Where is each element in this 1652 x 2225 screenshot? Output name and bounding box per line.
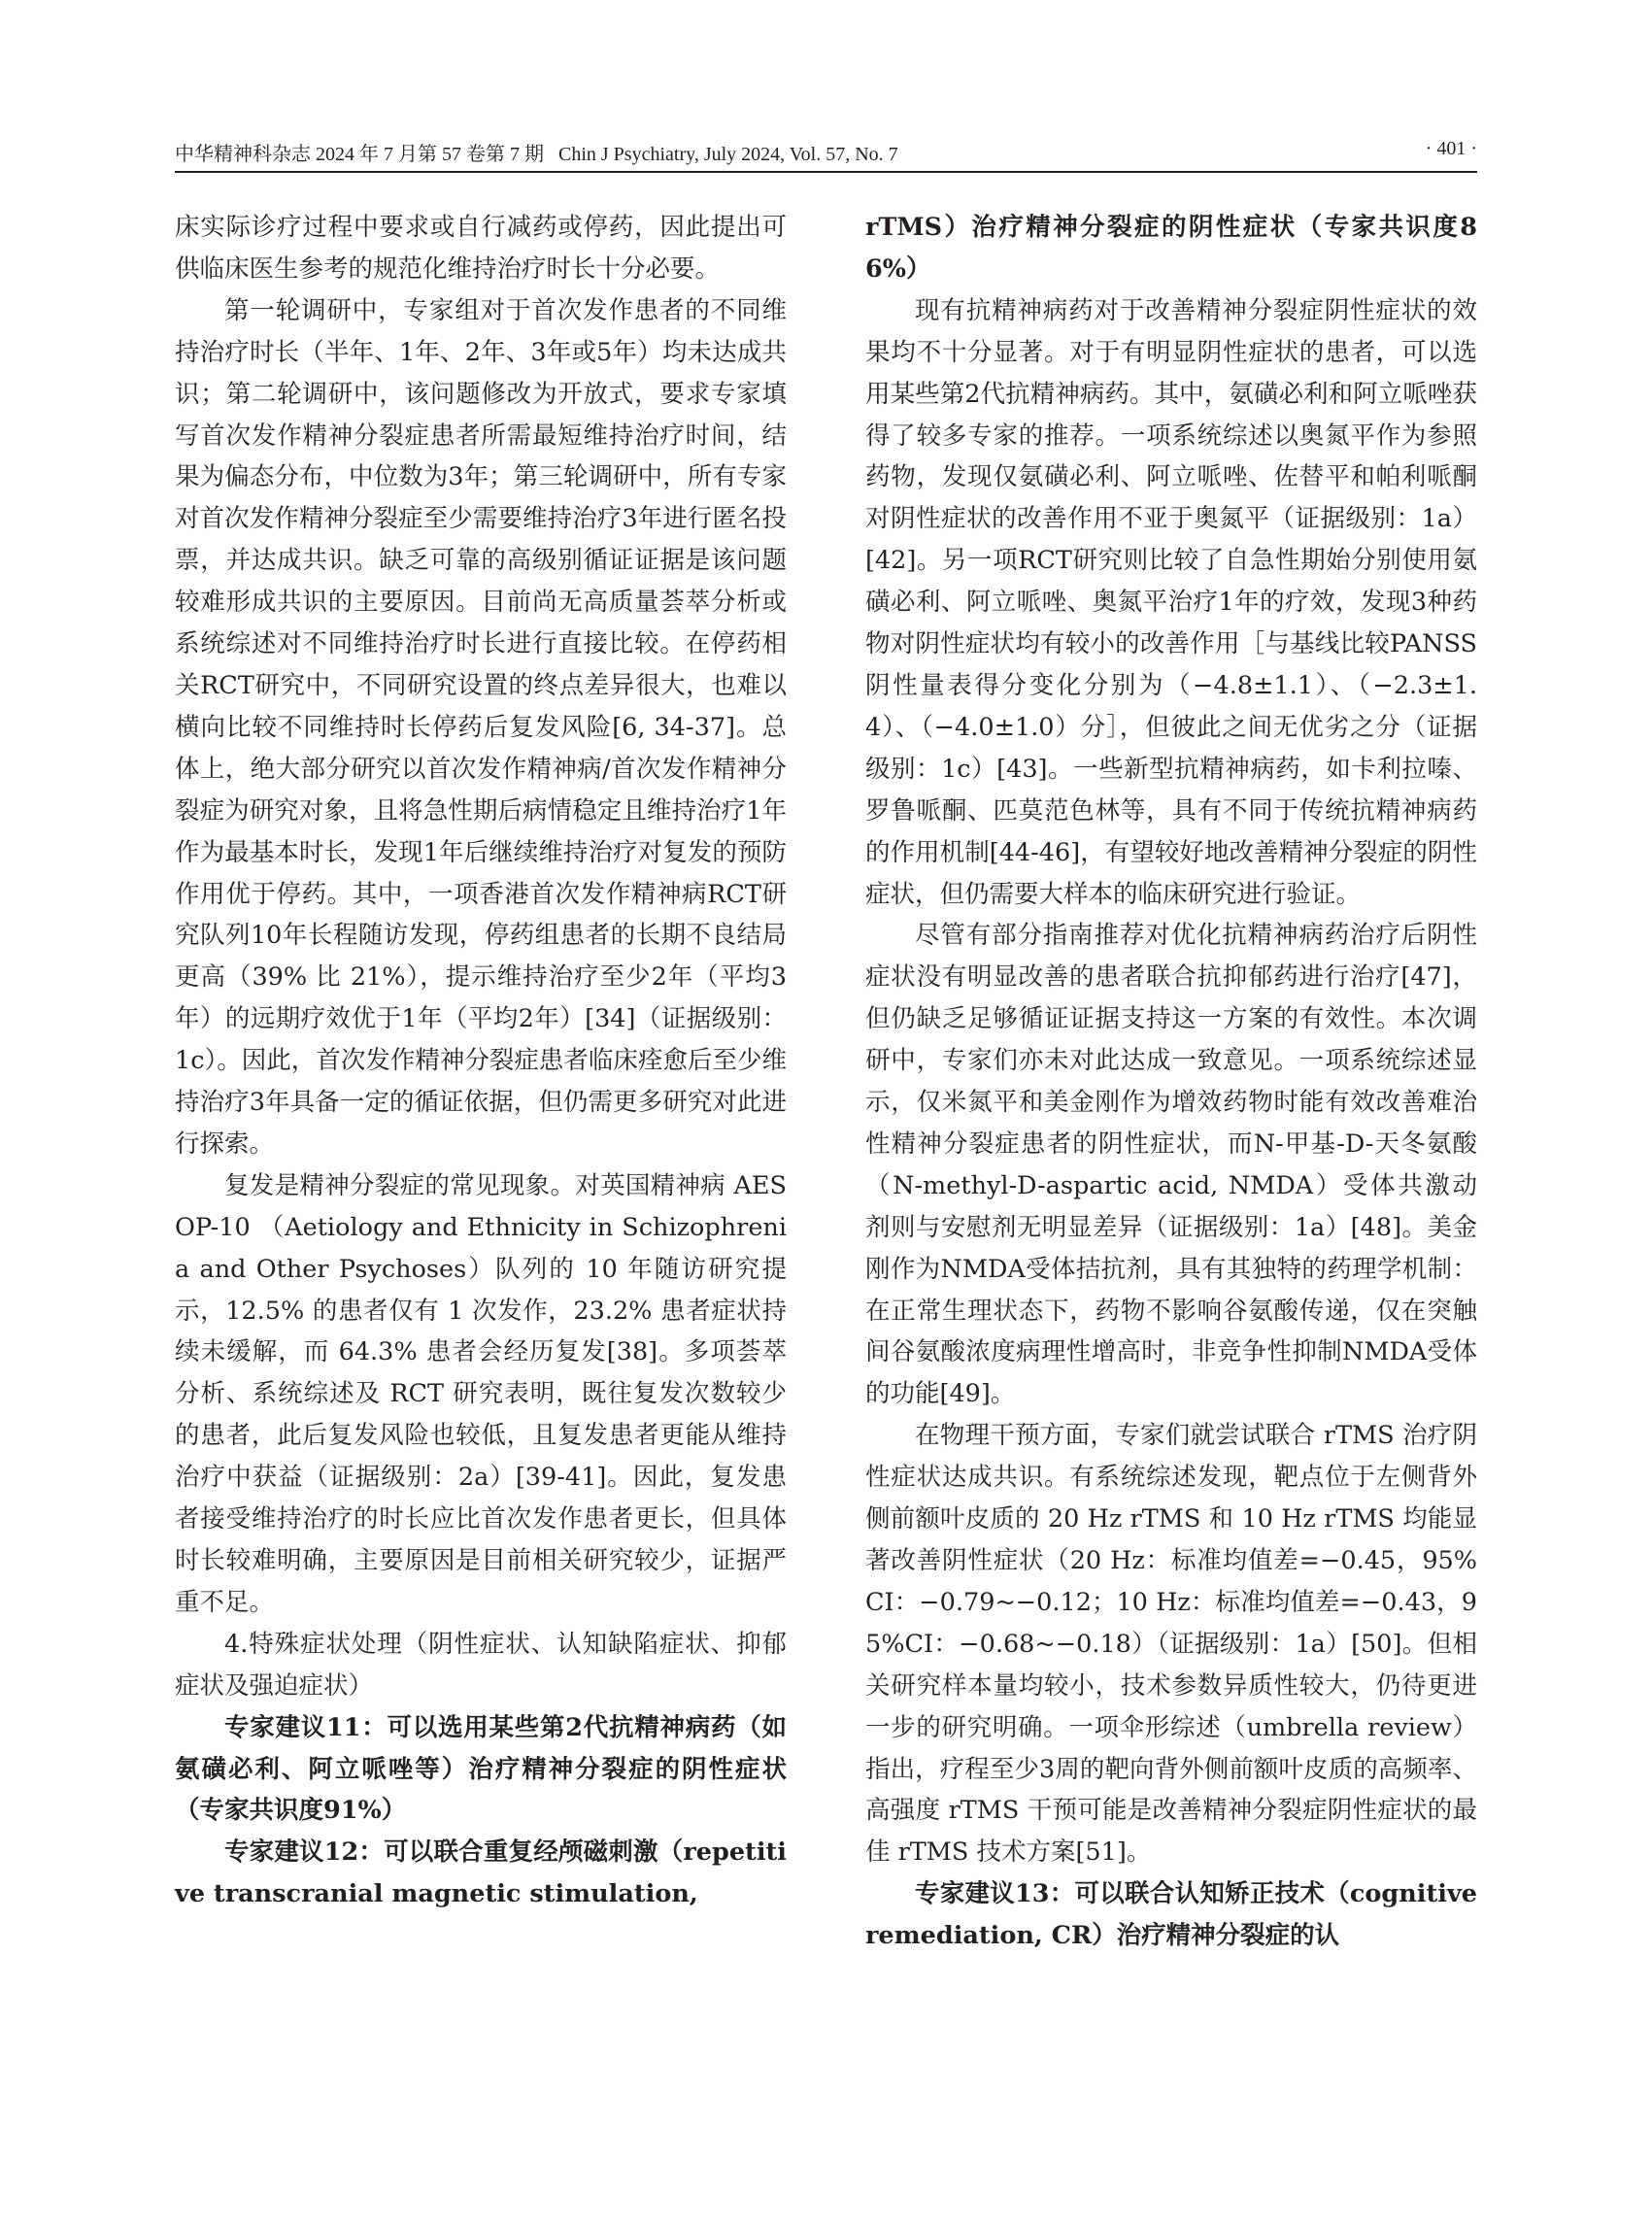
left-column xyxy=(175,207,787,1915)
paragraph: 现有抗精神病药对于改善精神分裂症阴性症状的效果均不十分显著。对于有明显阴性症状的患者，可以选用某些第2代抗精神病药。其中，氨磺必利和阿立哌唑获得了较多专家的推荐。一项系统综述以奥氮平作为参照药物，发现仅氨磺必利、阿立哌唑、佐替平和帕利哌酮对阴性症状的改善作用不亚于奥氮平（证据级别：1a）[42]。另一项RCT研究则比较了自急性期始分别使用氨磺必利、阿立哌唑、奥氮平治疗1年的疗效，发现3种药物对阴性症状均有较小的改善作用［与基线比较PANSS阴性量表得分变化分别为（−4.8±1.1）、（−2.3±1.4）、（−4.0±1.0）分］，但彼此之间无优劣之分（证据级别：1c）[43]。一些新型抗精神病药，如卡利拉嗪、罗鲁哌酮、匹莫范色林等，具有不同于传统抗精神病药的作用机制[44-46]，有望较好地改善精神分裂症的阴性症状，但仍需要大样本的临床研究进行验证。 xyxy=(865,295,1477,909)
expert-recommendation: 专家建议13：可以联合认知矫正技术（cognitive remediation, CR）治疗精神分裂症的认 xyxy=(865,1879,1477,1951)
journal-citation xyxy=(175,138,898,166)
running-header xyxy=(175,134,1477,169)
paragraph: 尽管有部分指南推荐对优化抗精神病药治疗后阴性症状没有明显改善的患者联合抗抑郁药进行治疗[47]，但仍缺乏足够循证证据支持这一方案的有效性。本次调研中，专家们亦未对此达成一致意见。一项系统综述显示，仅米氮平和美金刚作为增效药物时能有效改善难治性精神分裂症患者的阴性症状，而N-甲基-D-天冬氨酸（N-methyl-D-aspartic acid, NMDA）受体共激动剂则与安慰剂无明显差异（证据级别：1a）[48]。美金刚作为NMDA受体拮抗剂，具有其独特的药理学机制：在正常生理状态下，药物不影响谷氨酸传递，仅在突触间谷氨酸浓度病理性增高时，非竞争性抑制NMDA受体的功能[49]。 xyxy=(865,921,1477,1409)
paragraph: 在物理干预方面，专家们就尝试联合 rTMS 治疗阴性症状达成共识。有系统综述发现，靶点位于左侧背外侧前额叶皮质的 20 Hz rTMS 和 10 Hz rTMS 均能显著改善阴性症状（20 Hz：标准均值差=−0.45，95%CI：−0.79~−0.12；10 Hz：标准均值差=−0.43，95%CI：−0.68~−0.18）（证据级别：1a）[50]。但相关研究样本量均较小，技术参数异质性较大，仍待更进一步的研究明确。一项伞形综述（umbrella review）指出，疗程至少3周的靶向背外侧前额叶皮质的高频率、高强度 rTMS 干预可能是改善精神分裂症阴性症状的最佳 rTMS 技术方案[51]。 xyxy=(865,1421,1477,1868)
paragraph: 床实际诊疗过程中要求或自行减药或停药，因此提出可供临床医生参考的规范化维持治疗时长十分必要。 xyxy=(175,213,787,284)
paragraph: 复发是精神分裂症的常见现象。对英国精神病 AESOP-10 （Aetiology and Ethnicity in Schizophrenia and Other Psychoses）队列的 10 年随访研究提示，12.5% 的患者仅有 1 次发作，23.2% 患者症状持续未缓解，而 64.3% 患者会经历复发[38]。多项荟萃分析、系统综述及 RCT 研究表明，既往复发次数较少的患者，此后复发风险也较低，且复发患者更能从维持治疗中获益（证据级别：2a）[39-41]。因此，复发患者接受维持治疗的时长应比首次发作患者更长，但具体时长较难明确，主要原因是目前相关研究较少，证据严重不足。 xyxy=(175,1170,787,1617)
journal-cn: 中华精神科杂志 2024 年 7 月第 57 卷第 7 期 xyxy=(175,144,544,165)
expert-recommendation: 专家建议12：可以联合重复经颅磁刺激（repetitive transcranial magnetic stimulation, xyxy=(175,1837,787,1909)
paragraph: 第一轮调研中，专家组对于首次发作患者的不同维持治疗时长（半年、1年、2年、3年或5年）均未达成共识；第二轮调研中，该问题修改为开放式，要求专家填写首次发作精神分裂症患者所需最短维持治疗时间，结果为偏态分布，中位数为3年；第三轮调研中，所有专家对首次发作精神分裂症至少需要维持治疗3年进行匿名投票，并达成共识。缺乏可靠的高级别循证证据是该问题较难形成共识的主要原因。目前尚无高质量荟萃分析或系统综述对不同维持治疗时长进行直接比较。在停药相关RCT研究中，不同研究设置的终点差异很大，也难以横向比较不同维持时长停药后复发风险[6, 34-37]。总体上，绝大部分研究以首次发作精神病/首次发作精神分裂症为研究对象，且将急性期后病情稳定且维持治疗1年作为最基本时长，发现1年后继续维持治疗对复发的预防作用优于停药。其中，一项香港首次发作精神病RCT研究队列10年长程随访发现，停药组患者的长期不良结局更高（39% 比 21%），提示维持治疗至少2年（平均3年）的远期疗效优于1年（平均2年）[34]（证据级别：1c）。因此，首次发作精神分裂症患者临床痊愈后至少维持治疗3年具备一定的循证依据，但仍需更多研究对此进行探索。 xyxy=(175,295,787,1159)
right-column xyxy=(865,207,1477,1957)
header-rule xyxy=(175,171,1477,173)
section-heading: 4.特殊症状处理（阴性症状、认知缺陷症状、抑郁症状及强迫症状） xyxy=(175,1629,787,1701)
expert-recommendation: rTMS）治疗精神分裂症的阴性症状（专家共识度86%） xyxy=(865,213,1477,284)
expert-recommendation: 专家建议11：可以选用某些第2代抗精神病药（如氨磺必利、阿立哌唑等）治疗精神分裂症的阴性症状（专家共识度91%） xyxy=(175,1712,787,1826)
page-number: · 401 · xyxy=(1425,138,1477,159)
journal-en: Chin J Psychiatry, July 2024, Vol. 57, No. 7 xyxy=(558,144,898,165)
